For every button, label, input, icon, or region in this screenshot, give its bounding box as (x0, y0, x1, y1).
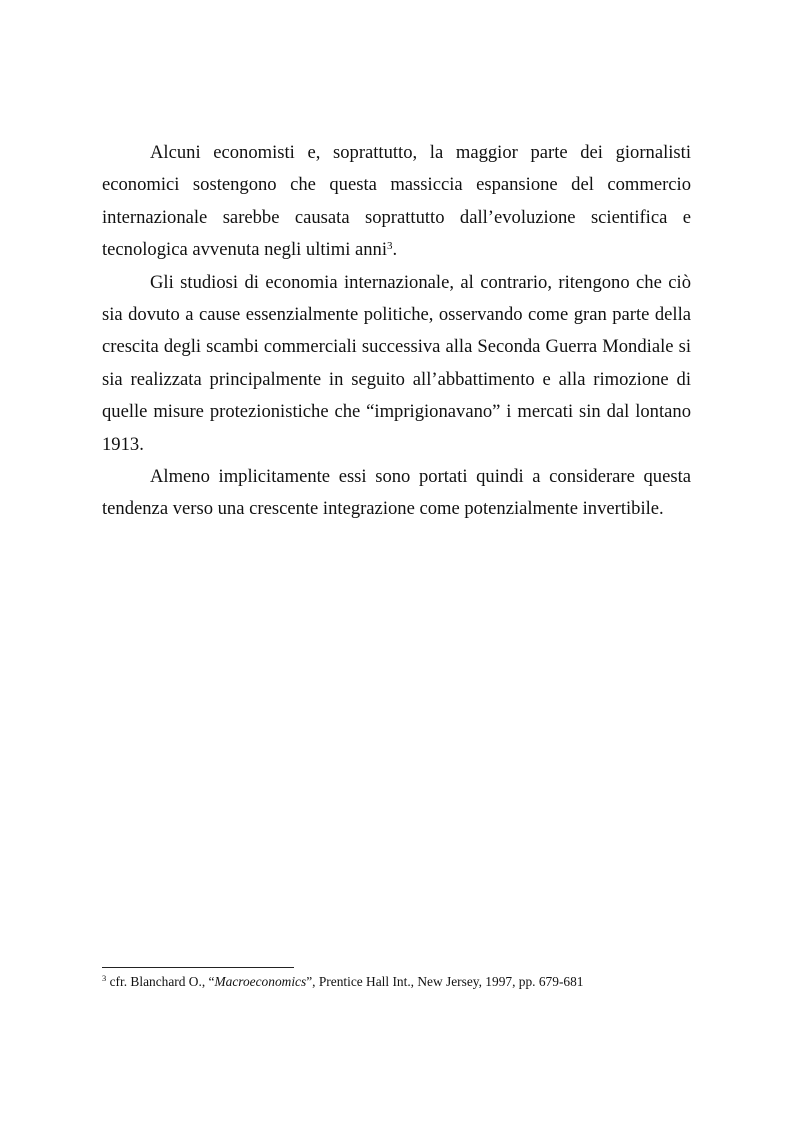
footnote-suffix: ”, Prentice Hall Int., New Jersey, 1997, pp. 679-681 (306, 974, 584, 989)
paragraph-3: Almeno implicitamente essi sono portati quindi a considerare questa tendenza verso una crescente integrazione come potenzialmente invertibile. (102, 466, 691, 520)
footnote (102, 973, 722, 991)
footnote-number: 3 (102, 972, 107, 983)
footnote-prefix: cfr. Blanchard O., “ (109, 974, 215, 989)
paragraph-1-tail: . (392, 239, 398, 261)
footnote-book-title: Macroeconomics (214, 974, 307, 989)
paragraph-1-text: Alcuni economisti e, soprattutto, la maggior parte dei giornalisti economici sostengono che questa massiccia espansione del commercio internazionale sarebbe causata soprattutto dall’evoluzione scientifica e tecnologica avvenuta negli ultimi anni (102, 142, 691, 261)
paragraph-2: Gli studiosi di economia internazionale, al contrario, ritengono che ciò sia dovuto a cause essenzialmente politiche, osservando come gran parte della crescita degli scambi commerciali successiva alla Seconda Guerra Mondiale si sia realizzata principalmente in seguito all’abbattimento e alla rimozione di quelle misure protezionistiche che “imprigionavano” i mercati sin dal lontano 1913. (102, 271, 691, 455)
paragraph-1 (102, 137, 691, 267)
body-text (102, 137, 691, 526)
footnote-reference[interactable]: 3 (387, 240, 393, 253)
footnote-divider (102, 967, 294, 968)
